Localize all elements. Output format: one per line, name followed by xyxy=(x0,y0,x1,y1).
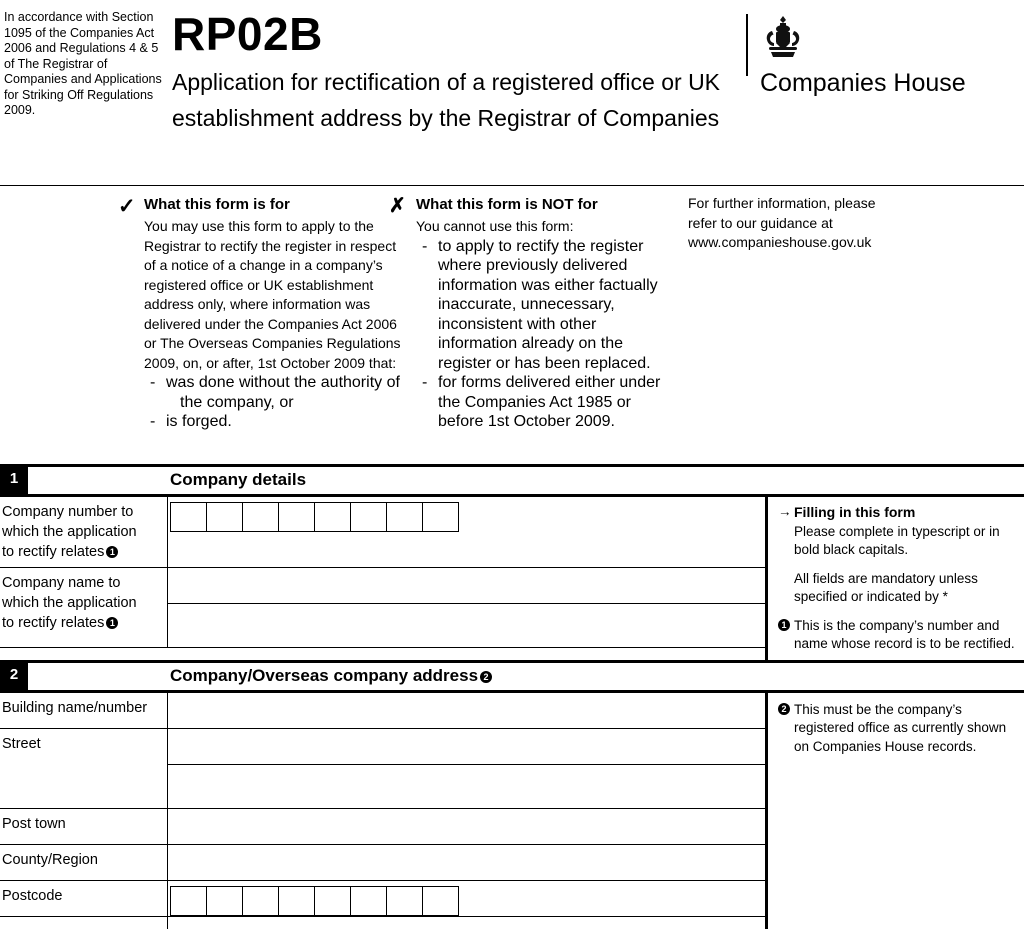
footnote-1-text: This is the company’s number and name whose record is to be rectified. xyxy=(794,617,1015,651)
char-box[interactable] xyxy=(206,502,243,532)
street-row xyxy=(0,729,765,809)
char-box[interactable] xyxy=(206,886,243,916)
mandatory-fields-note: All fields are mandatory unless specified or indicated by * xyxy=(794,570,978,604)
footnote-2 xyxy=(778,701,1018,757)
street-label: Street xyxy=(0,729,168,808)
char-box[interactable] xyxy=(386,502,423,532)
company-number-input[interactable] xyxy=(168,497,765,532)
footnote-1 xyxy=(778,617,1018,654)
further-information xyxy=(688,194,950,454)
royal-crest-icon xyxy=(760,14,966,65)
char-box[interactable] xyxy=(422,886,459,916)
guidance-url[interactable]: www.companieshouse.gov.uk xyxy=(688,234,872,250)
further-info-line-1: For further information, please xyxy=(688,195,876,211)
char-box[interactable] xyxy=(422,502,459,532)
postcode-label: Postcode xyxy=(0,881,168,916)
what-form-is-not-for-list xyxy=(416,237,674,432)
brand-name: Companies House xyxy=(760,69,966,97)
form-header xyxy=(0,0,1024,185)
list-item: - to apply to rectify the register where previously delivered information was either factually inaccurate, unnecessary, inconsistent with other information already on the register or has been replaced. xyxy=(416,237,674,374)
filling-in-heading: Filling in this form xyxy=(794,504,916,520)
company-number-label: Company number to which the application to rectify relates 1 xyxy=(0,497,168,567)
street-input-line-2[interactable] xyxy=(168,765,765,807)
what-form-is-not-for xyxy=(389,194,688,454)
what-form-is-not-for-text: You cannot use this form: xyxy=(416,218,574,234)
page-title: Application for rectification of a registered office or UK establishment address by the Registrar of Companies xyxy=(172,69,721,131)
char-box[interactable] xyxy=(170,502,207,532)
section-1-number: 1 xyxy=(0,467,28,494)
char-box[interactable] xyxy=(242,502,279,532)
legal-reference: In accordance with Section 1095 of the Companies Act 2006 and Regulations 4 & 5 of The Registrar of Companies and Applications for Striking Off Regulations 2009. xyxy=(4,10,162,117)
char-box[interactable] xyxy=(278,886,315,916)
footnote-2-text: This must be the company’s registered office as currently shown on Companies House records. xyxy=(794,701,1007,754)
post-town-row xyxy=(0,809,765,845)
char-box[interactable] xyxy=(350,502,387,532)
company-name-input-line-1[interactable] xyxy=(168,568,765,604)
tick-icon: ✓ xyxy=(118,195,136,218)
guidance-strip xyxy=(0,186,1024,464)
extra-input[interactable] xyxy=(168,917,765,929)
postcode-input[interactable] xyxy=(168,881,765,916)
postcode-row xyxy=(0,881,765,917)
what-form-is-not-for-heading: What this form is NOT for xyxy=(416,196,598,213)
title-block xyxy=(164,8,746,185)
section-1-title: Company details xyxy=(170,470,307,489)
company-name-label: Company name to which the application to rectify relates 1 xyxy=(0,568,168,647)
county-region-input[interactable] xyxy=(168,845,765,880)
section-2-title: Company/Overseas company address 2 xyxy=(168,663,1024,690)
footnote-marker-1: 1 xyxy=(106,546,118,558)
building-name-row xyxy=(0,693,765,729)
footnote-marker-2: 2 xyxy=(480,671,492,683)
brand-block xyxy=(746,8,1014,185)
company-name-input-line-2[interactable] xyxy=(168,604,765,646)
list-item: - is forged. xyxy=(144,412,402,432)
list-item: - was done without the authority of the company, or xyxy=(144,373,402,412)
further-info-line-2: refer to our guidance at xyxy=(688,214,833,231)
footnote-marker-1: 1 xyxy=(106,617,118,629)
county-region-label: County/Region xyxy=(0,845,168,880)
street-value xyxy=(168,729,765,808)
filling-in-body: Please complete in typescript or in bold black capitals. xyxy=(794,523,1000,557)
what-form-is-for-heading: What this form is for xyxy=(144,196,290,213)
company-number-value xyxy=(168,497,765,567)
char-box[interactable] xyxy=(242,886,279,916)
what-form-is-for-list xyxy=(144,373,402,432)
footnote-bullet-2: 2 xyxy=(778,703,790,715)
post-town-label: Post town xyxy=(0,809,168,844)
section-2-notes xyxy=(768,693,1024,929)
street-input-line-1[interactable] xyxy=(168,729,765,765)
section-2-number: 2 xyxy=(0,663,28,690)
what-form-is-for-text: You may use this form to apply to the Registrar to rectify the register in respect of a notice of a change in a company’s registered office or UK establishment address only, where information was delivered under the Companies Act 2006 or The Overseas Companies Regulations 2009, on, or after, 1st October 2009 that: xyxy=(144,218,401,371)
footnote-bullet-1: 1 xyxy=(778,619,790,631)
section-2-body xyxy=(0,693,1024,929)
company-name-value xyxy=(168,568,765,647)
cross-icon: ✗ xyxy=(389,195,406,217)
section-1-notes xyxy=(768,497,1024,660)
char-box[interactable] xyxy=(386,886,423,916)
what-form-is-for xyxy=(118,194,416,454)
section-1-header xyxy=(0,467,1024,497)
building-name-label: Building name/number xyxy=(0,693,168,728)
char-box[interactable] xyxy=(278,502,315,532)
county-region-row xyxy=(0,845,765,881)
extra-label xyxy=(0,917,168,929)
char-box[interactable] xyxy=(314,886,351,916)
list-item: - for forms delivered either under the Companies Act 1985 or before 1st October 2009. xyxy=(416,373,674,432)
brand-divider xyxy=(746,14,748,76)
building-name-input[interactable] xyxy=(168,693,765,728)
section-1-body xyxy=(0,497,1024,660)
post-town-input[interactable] xyxy=(168,809,765,844)
section-2-header xyxy=(0,663,1024,693)
section-1-fields xyxy=(0,497,768,660)
company-number-row xyxy=(0,497,765,568)
char-box[interactable] xyxy=(350,886,387,916)
company-name-row xyxy=(0,568,765,648)
filling-in-note xyxy=(778,503,1018,523)
char-box[interactable] xyxy=(170,886,207,916)
postcode-value xyxy=(168,881,765,916)
section-2-fields xyxy=(0,693,768,929)
char-box[interactable] xyxy=(314,502,351,532)
guidance-gutter xyxy=(4,194,144,454)
extra-row xyxy=(0,917,765,929)
form-code: RP02B xyxy=(172,8,323,60)
